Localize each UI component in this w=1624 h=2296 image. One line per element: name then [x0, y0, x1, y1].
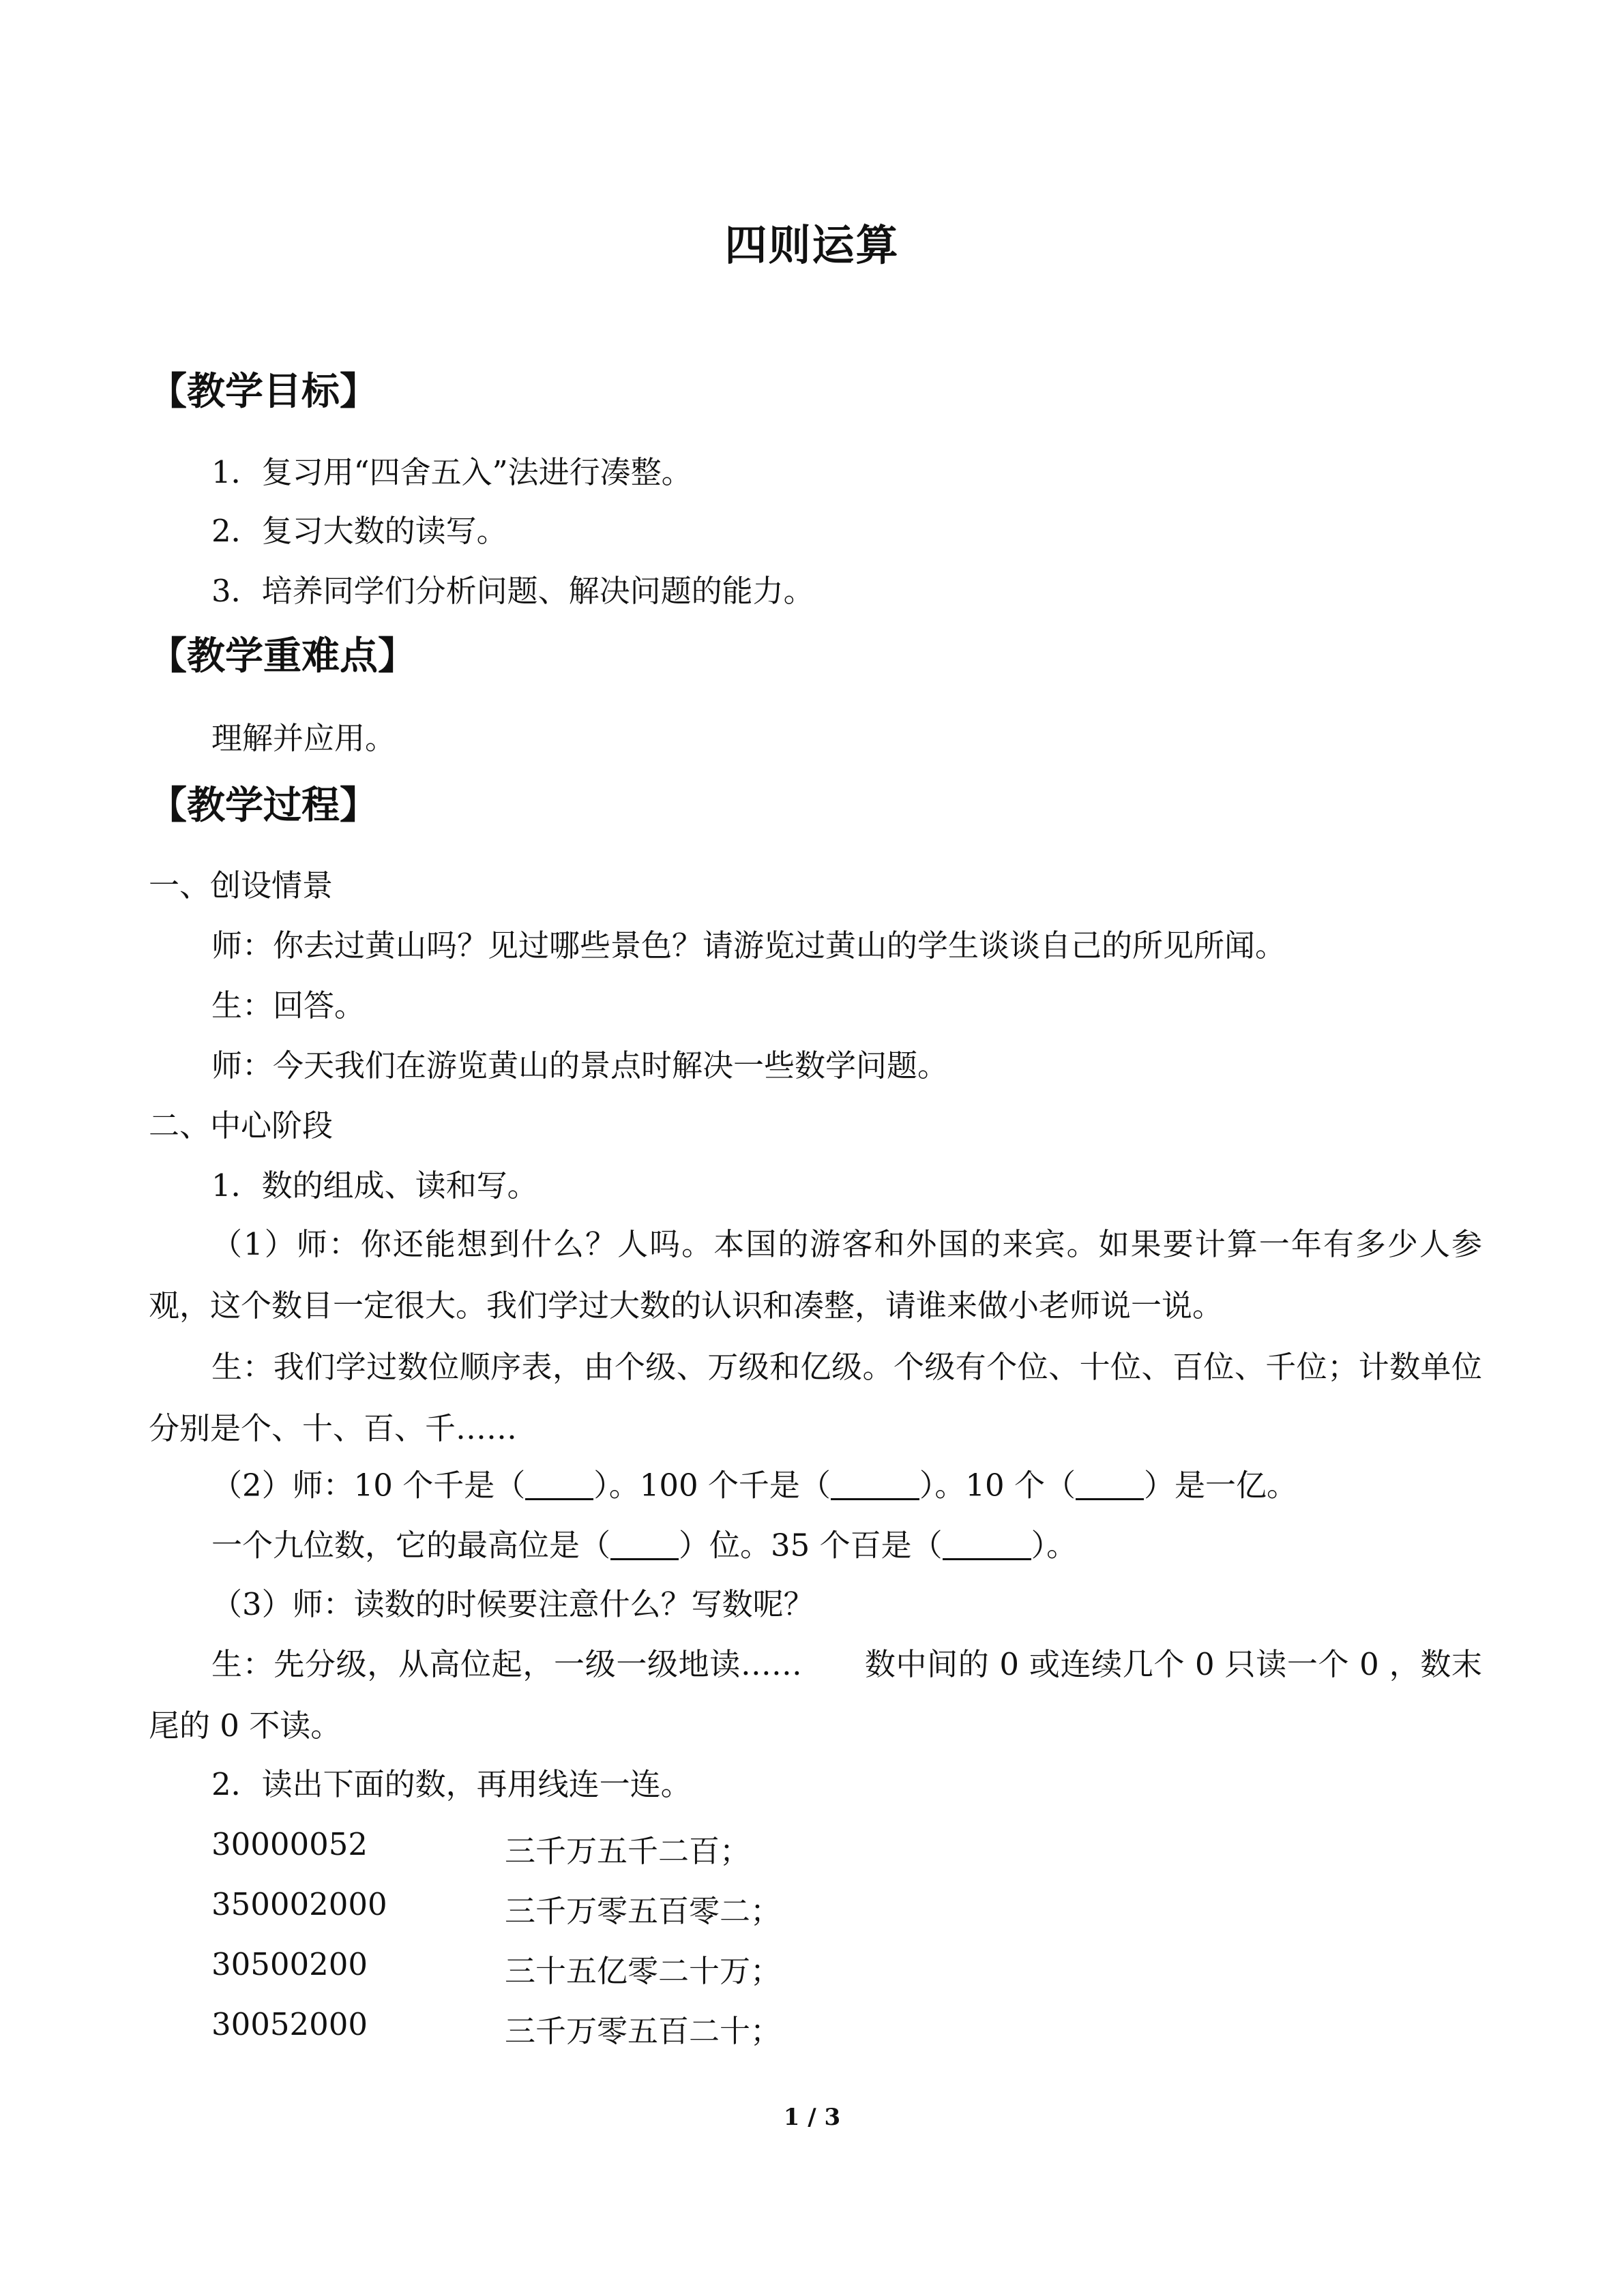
matching-words: 三千万零五百二十； [505, 2013, 782, 2049]
dialogue-line: 生：回答。 [211, 987, 366, 1024]
dialogue-line: 师：今天我们在游览黄山的景点时解决一些数学问题。 [211, 1047, 949, 1084]
q2b-text-c: ）。 [1031, 1527, 1078, 1564]
matching-number: 30052000 [211, 2006, 368, 2042]
fill-blank [1076, 1466, 1144, 1500]
question1-paragraph: （1）师：你还能想到什么？人吗。本国的游客和外国的来宾。如果要计算一年有多少人参观，这个数目一定很大。我们学过大数的认识和凑整，请谁来做小老师说一说。 [149, 1226, 1482, 1324]
q2b-text-b: ）位。35 个百是（ [679, 1527, 943, 1564]
goal-item: 2．复习大数的读写。 [211, 513, 507, 549]
matching-number: 30000052 [211, 1826, 368, 1862]
item1-heading: 1．数的组成、读和写。 [211, 1167, 538, 1204]
difficulty-heading: 【教学重难点】 [149, 633, 416, 679]
goal-item: 1．复习用“四舍五入”法进行凑整。 [211, 454, 692, 490]
goals-heading: 【教学目标】 [149, 369, 378, 414]
student-answer-paragraph: 生：我们学过数位顺序表，由个级、万级和亿级。个级有个位、十位、百位、千位；计数单位分别是个、十、百、千…… [149, 1349, 1482, 1446]
part1-heading: 一、创设情景 [149, 867, 334, 904]
question2-line [211, 1466, 1297, 1504]
dialogue-line: 师：你去过黄山吗？见过哪些景色？请游览过黄山的学生谈谈自己的所见所闻。 [211, 927, 1286, 964]
item2-heading: 2．读出下面的数，再用线连一连。 [211, 1766, 692, 1802]
matching-number: 30500200 [211, 1946, 368, 1982]
page-title: 四则运算 [724, 220, 900, 270]
q2-text-d: ）是一亿。 [1143, 1467, 1297, 1504]
fill-blank [831, 1466, 919, 1500]
matching-words: 三千万五千二百； [505, 1833, 751, 1869]
matching-number: 350002000 [211, 1886, 387, 1922]
matching-words: 三十五亿零二十万； [505, 1953, 782, 1989]
q2-text-a: （2）师：10 个千是（ [211, 1467, 526, 1504]
question2b-line [211, 1526, 1077, 1564]
page-number: 1 / 3 [783, 2104, 841, 2131]
fill-blank [610, 1526, 679, 1560]
matching-words: 三千万零五百零二； [505, 1893, 782, 1929]
process-heading: 【教学过程】 [149, 783, 378, 828]
goal-item: 3．培养同学们分析问题、解决问题的能力。 [211, 573, 814, 609]
fill-blank [943, 1526, 1031, 1560]
q2-text-c: ）。10 个（ [919, 1467, 1076, 1504]
question3-line: （3）师：读数的时候要注意什么？写数呢？ [211, 1586, 814, 1622]
q2b-text-a: 一个九位数，它的最高位是（ [211, 1527, 611, 1564]
fill-blank [525, 1466, 593, 1500]
q2-text-b: ）。100 个千是（ [593, 1467, 831, 1504]
student-answer3-paragraph: 生：先分级，从高位起，一级一级地读…… 数中间的 0 或连续几个 0 只读一个 0 ，数末尾的 0 不读。 [149, 1646, 1482, 1744]
part2-heading: 二、中心阶段 [149, 1107, 334, 1144]
difficulty-text: 理解并应用。 [211, 720, 396, 756]
